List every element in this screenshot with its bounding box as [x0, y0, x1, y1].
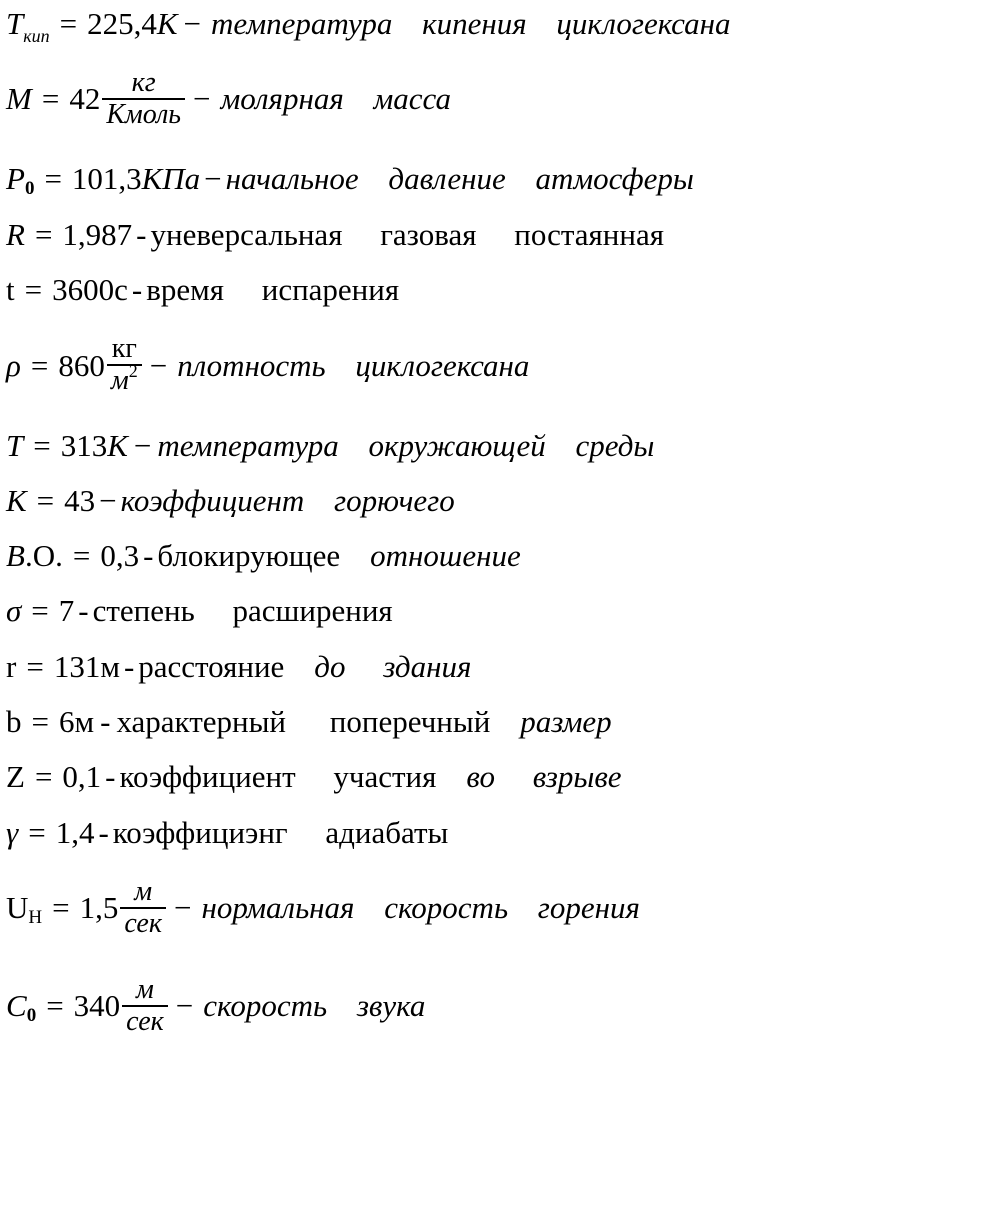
denominator: сек [126, 1006, 164, 1037]
line-sound-speed [6, 975, 425, 1037]
value: 313 [60, 428, 108, 463]
description: коэффициэнг адиабаты [112, 815, 449, 850]
value: 3600с [52, 272, 128, 307]
value: 6м [58, 704, 95, 739]
dash: − [173, 890, 192, 925]
line-boiling-temperature [6, 6, 731, 46]
dash: - [143, 538, 154, 573]
symbol: γ [6, 815, 19, 850]
symbol: Z [6, 759, 25, 794]
description: молярная масса [220, 81, 451, 116]
symbol: К [6, 483, 27, 518]
description: степень расширения [92, 593, 393, 628]
description-italic: размер [520, 704, 612, 739]
value: 1,987 [62, 217, 133, 252]
equals: = [36, 483, 55, 518]
denominator: $м^2$ [110, 361, 138, 396]
equals: = [34, 759, 53, 794]
equals: = [28, 815, 46, 850]
symbol: r [6, 649, 17, 684]
symbol-suffix: .О. [24, 538, 63, 573]
line-evaporation-time [6, 273, 399, 307]
line-molar-mass [6, 68, 451, 130]
symbol: b [6, 704, 22, 739]
subscript: кип [23, 26, 50, 46]
line-fuel-coefficient [6, 484, 455, 518]
description: плотность циклогексана [177, 348, 530, 383]
line-expansion-degree [6, 594, 393, 628]
equals: = [59, 6, 78, 41]
description-italic: до здания [314, 649, 472, 684]
description: уневерсальная газовая постаянная [150, 217, 664, 252]
description: температура кипения циклогексана [210, 6, 731, 41]
subscript: Н [28, 907, 43, 928]
dash: − [183, 6, 201, 41]
dash: − [204, 161, 222, 196]
value: 0,3 [100, 538, 140, 573]
denominator: сек [124, 908, 162, 939]
symbol: M [6, 81, 32, 116]
description: характерный поперечный [116, 704, 491, 739]
dash: − [149, 348, 168, 383]
dash: - [98, 815, 109, 850]
exponent: 2 [128, 361, 138, 381]
unit: КПа [141, 161, 201, 196]
dash: - [105, 759, 116, 794]
numerator: кг [131, 67, 156, 98]
equals: = [31, 593, 49, 628]
symbol: ρ [6, 348, 21, 383]
description: начальное давление атмосферы [225, 161, 694, 196]
symbol: U [6, 890, 29, 925]
fraction [102, 68, 185, 130]
line-characteristic-size [6, 705, 612, 739]
equals: = [52, 890, 70, 925]
value: 0,1 [62, 759, 102, 794]
dash: - [131, 272, 143, 307]
line-initial-pressure [6, 161, 694, 199]
dash: - [123, 649, 135, 684]
unit: К [107, 428, 128, 463]
line-blocking-ratio [6, 539, 521, 573]
description: время испарения [146, 272, 400, 307]
value: 1,5 [79, 890, 119, 925]
description: коэффициент участия [119, 759, 437, 794]
equals: = [31, 704, 49, 739]
value: 340 [73, 988, 121, 1023]
symbol: R [6, 217, 25, 252]
symbol: C [6, 988, 27, 1023]
equals: = [33, 428, 51, 463]
dash: - [136, 217, 147, 252]
dash: − [175, 988, 194, 1023]
numerator: м [136, 974, 154, 1005]
dash: - [100, 704, 111, 739]
equals: = [46, 988, 64, 1023]
symbol: t [6, 272, 15, 307]
equals: = [26, 649, 44, 684]
value: 42 [69, 81, 101, 116]
line-burning-velocity [6, 877, 640, 939]
symbol: σ [6, 593, 22, 628]
unit: К [156, 6, 178, 41]
fraction [107, 334, 142, 398]
dash: − [133, 428, 152, 463]
description-italic: отношение [370, 538, 521, 573]
line-distance [6, 650, 471, 684]
symbol: T [6, 6, 24, 41]
subscript: 0 [26, 1005, 37, 1026]
line-density [6, 334, 529, 398]
line-explosion-participation [6, 760, 622, 794]
numerator: кг [111, 333, 137, 364]
description: коэффициент горючего [120, 483, 455, 518]
equals: = [24, 272, 43, 307]
symbol: P [6, 161, 25, 196]
line-adiabatic-coefficient [6, 816, 448, 850]
symbol: T [6, 428, 24, 463]
equals: = [44, 161, 62, 196]
description: расстояние [138, 649, 285, 684]
value: 131м [53, 649, 120, 684]
value: 7 [58, 593, 75, 628]
value: 101,3 [71, 161, 142, 196]
fraction [120, 877, 166, 939]
dash: − [193, 81, 211, 116]
line-gas-constant [6, 218, 664, 252]
subscript: 0 [24, 178, 35, 199]
description-italic: во взрыве [466, 759, 622, 794]
description: нормальная скорость горения [201, 890, 640, 925]
denominator: Кмоль [106, 99, 182, 130]
dash: - [78, 593, 89, 628]
equals: = [34, 217, 53, 252]
value: 225,4 [87, 6, 157, 41]
value: 43 [64, 483, 96, 518]
description: блокирующее [157, 538, 341, 573]
fraction [122, 975, 168, 1037]
equals: = [72, 538, 91, 573]
value: 1,4 [55, 815, 95, 850]
value: 860 [58, 348, 105, 383]
description: температура окружающей среды [157, 428, 655, 463]
line-ambient-temperature [6, 429, 654, 463]
dash: − [99, 483, 117, 518]
numerator: м [134, 876, 153, 907]
description: скорость звука [203, 988, 426, 1023]
equals: = [30, 348, 49, 383]
equals: = [41, 81, 60, 116]
symbol: B [6, 538, 25, 573]
